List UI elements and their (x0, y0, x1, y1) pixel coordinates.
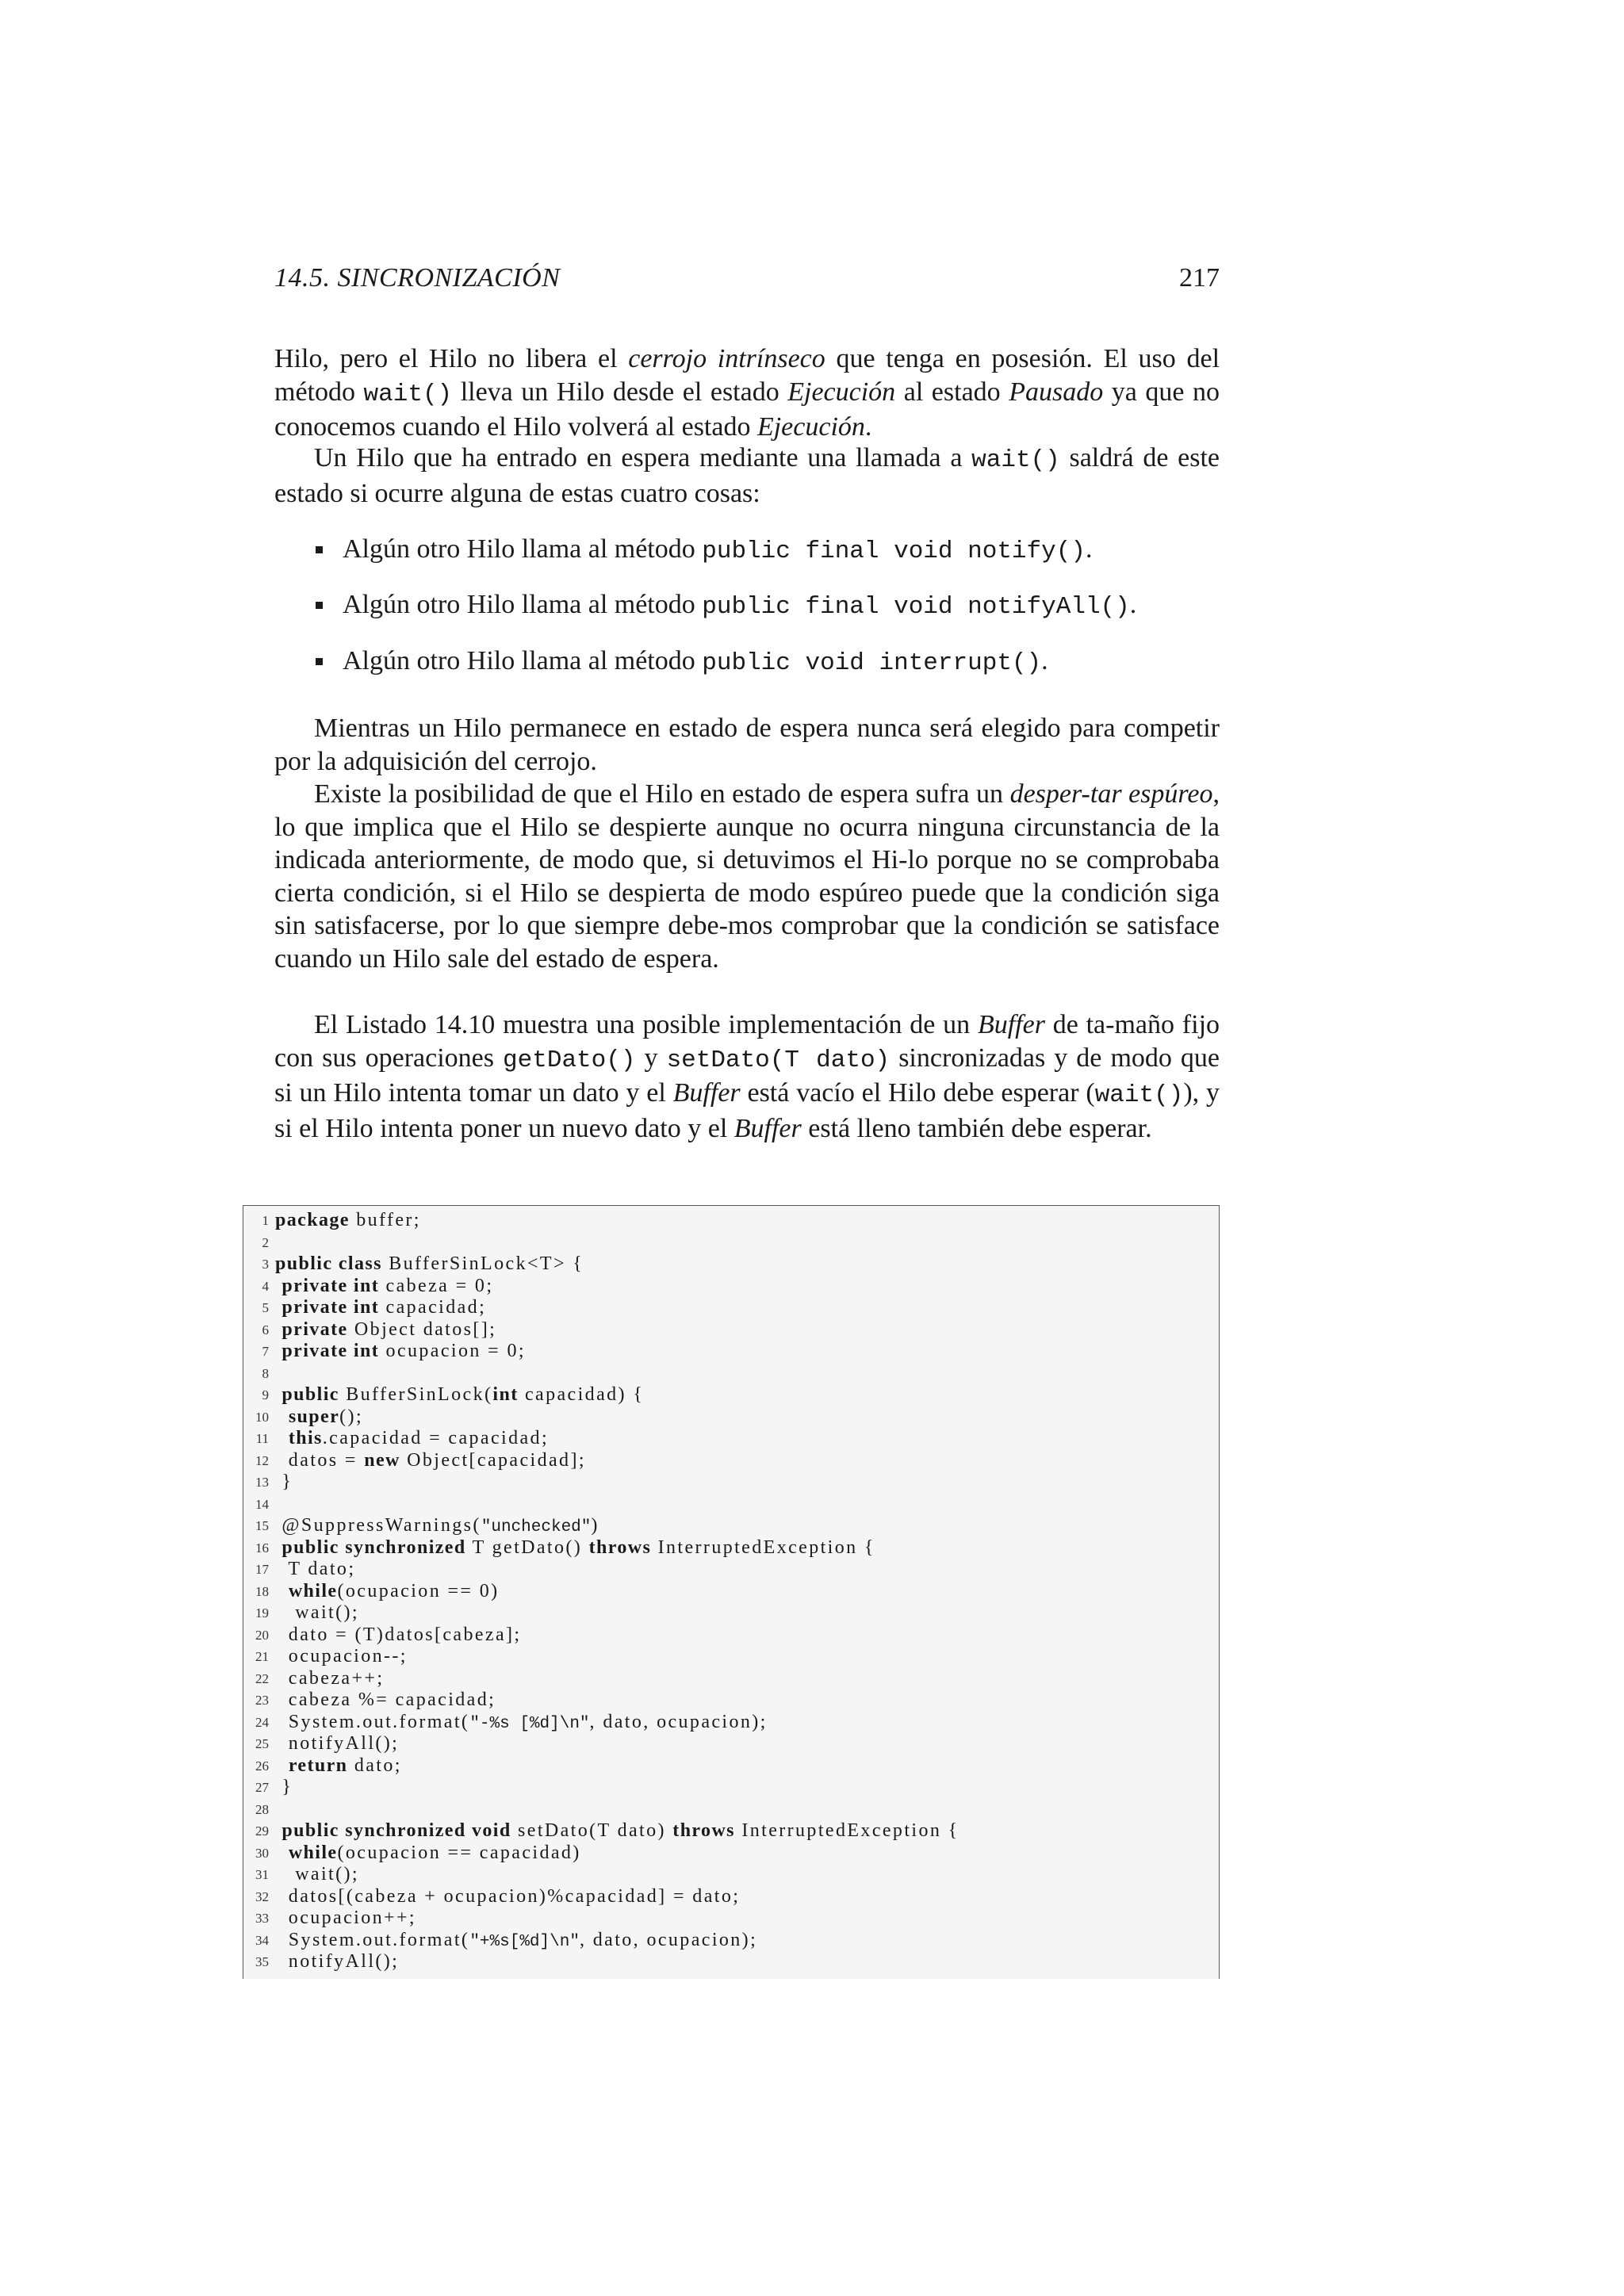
line-number: 32 (255, 1888, 269, 1904)
inline-code: wait() (363, 380, 453, 408)
code-token: InterruptedException { (734, 1820, 959, 1841)
code-token (275, 1406, 289, 1427)
line-number: 14 (255, 1496, 269, 1512)
keyword: this (288, 1428, 323, 1448)
code-line (243, 1777, 1219, 1799)
code-line (243, 1406, 1219, 1429)
bullet-square-icon (316, 658, 323, 665)
code-line (243, 1581, 1219, 1603)
line-number: 28 (255, 1801, 269, 1817)
code-token: cabeza = 0; (379, 1275, 494, 1296)
text-run: está lleno también debe esperar. (801, 1113, 1152, 1143)
text-run: Existe la posibilidad de que el Hilo en estado de espera sufra un (314, 779, 1010, 809)
line-number: 1 (262, 1213, 269, 1228)
text-run: Mientras un Hilo permanece en estado de espera nunca será elegido para competir por la adquisición del cerrojo. (274, 714, 1220, 776)
inline-code: wait() (971, 446, 1060, 474)
text-run: al estado (895, 377, 1009, 407)
inline-code: public void interrupt() (702, 649, 1042, 677)
code-listing (243, 1205, 1220, 1979)
code-line (243, 1712, 1219, 1734)
line-number: 11 (255, 1431, 269, 1446)
text-run: , lo que implica que el Hilo se despierte aunque no ocurra ninguna circunstancia de la indicada anteriormente, de modo que, si detuvimos el Hi-lo porque no se comprobaba cierta condición, si el Hilo se despierta de modo espúreo puede que la condición siga sin satisfacerse, por lo que siempre debe-mos comprobar que la condición se satisface cuando un Hilo sale del estado de espera. (274, 779, 1220, 974)
string-literal: "unchecked" (481, 1518, 592, 1536)
text-run: que tenga en posesión. El uso del método (274, 344, 1220, 407)
code-line (243, 1428, 1219, 1450)
code-text (275, 1624, 521, 1647)
code-text (275, 1668, 384, 1690)
line-number: 20 (255, 1627, 269, 1643)
code-token: (ocupacion == 0) (337, 1580, 500, 1601)
code-token: datos = (275, 1449, 365, 1471)
keyword: public (282, 1384, 339, 1405)
code-line (243, 1843, 1219, 1865)
code-line (243, 1450, 1219, 1472)
inline-code: public final void notify() (702, 538, 1086, 565)
code-token: } (275, 1471, 293, 1492)
code-text (275, 1297, 486, 1319)
section-title: 14.5. SINCRONIZACIÓN (274, 263, 561, 293)
code-token: ) (591, 1515, 599, 1536)
keyword: while (288, 1580, 338, 1601)
code-line (243, 1689, 1219, 1712)
code-text (275, 1559, 355, 1581)
code-text (275, 1733, 399, 1755)
code-token: T getDato() (465, 1536, 589, 1558)
keyword: new (364, 1449, 400, 1471)
code-text (275, 1428, 549, 1450)
code-token: ocupacion--; (275, 1646, 408, 1667)
code-token: InterruptedException { (651, 1536, 875, 1558)
code-line (243, 1494, 1219, 1516)
page-number: 217 (1179, 263, 1220, 293)
text-run: saldrá de este estado si ocurre alguna de estas cuatro cosas: (274, 443, 1220, 508)
code-text (275, 1581, 500, 1603)
line-number: 24 (255, 1714, 269, 1730)
keyword: public synchronized void (282, 1820, 511, 1841)
text-run: Algún otro Hilo llama al método (343, 534, 703, 564)
code-line (243, 1668, 1219, 1690)
code-line (243, 1951, 1219, 1973)
code-token (275, 1428, 289, 1448)
code-line (243, 1297, 1219, 1319)
line-number: 27 (255, 1780, 269, 1795)
code-token: cabeza++; (275, 1667, 385, 1689)
code-token (275, 1581, 289, 1601)
line-number: 29 (255, 1823, 269, 1839)
keyword: private int (282, 1341, 380, 1361)
bullet-square-icon (316, 602, 323, 609)
code-text (275, 1820, 959, 1843)
bullet-item (274, 533, 1220, 566)
code-text (275, 1471, 293, 1494)
keyword: throws (588, 1536, 652, 1558)
keyword: public synchronized (282, 1536, 466, 1558)
code-line (243, 1363, 1219, 1385)
string-literal: "-%s [%d]\n" (469, 1714, 590, 1733)
code-text (275, 1253, 584, 1276)
line-number: 33 (255, 1911, 269, 1926)
emphasis-text: Buffer (733, 1113, 802, 1143)
code-token: BufferSinLock<T> { (381, 1253, 584, 1274)
code-line (243, 1384, 1219, 1406)
code-line (243, 1276, 1219, 1298)
code-line (243, 1341, 1219, 1363)
text-run: ya que no conocemos cuando el Hilo volverá al estado (274, 377, 1220, 442)
text-run: ), y si el Hilo intenta poner un nuevo dato y el (274, 1078, 1220, 1143)
line-number: 13 (255, 1475, 269, 1490)
text-run: Hilo, pero el Hilo no libera el (274, 344, 629, 373)
code-text (275, 1712, 768, 1735)
line-number: 19 (255, 1605, 269, 1621)
keyword: private int (282, 1275, 380, 1296)
line-number: 35 (255, 1954, 269, 1969)
code-line (243, 1515, 1219, 1537)
inline-code: setDato(T dato) (666, 1046, 891, 1074)
paragraph-2 (274, 442, 1220, 510)
code-line (243, 1820, 1219, 1843)
line-number: 7 (262, 1344, 269, 1359)
code-token: dato; (347, 1755, 402, 1776)
line-number: 17 (255, 1562, 269, 1577)
keyword: private (282, 1318, 348, 1340)
code-line (243, 1624, 1219, 1647)
code-text (275, 1450, 586, 1472)
code-token: datos[(cabeza + ocupacion)%capacidad] = dato; (275, 1885, 741, 1907)
line-number: 26 (255, 1758, 269, 1774)
emphasis-text: cerrojo intrínseco (628, 344, 825, 373)
code-token: (); (339, 1406, 364, 1427)
line-number: 31 (255, 1867, 269, 1882)
line-number: 12 (255, 1452, 269, 1468)
code-text (275, 1843, 581, 1865)
code-text (275, 1777, 293, 1799)
text-run: está vacío el Hilo debe esperar ( (740, 1078, 1095, 1108)
paragraph-5 (274, 1008, 1220, 1145)
keyword: package (275, 1210, 350, 1230)
code-line (243, 1755, 1219, 1777)
code-text (275, 1951, 399, 1973)
code-text (275, 1515, 599, 1539)
code-text (275, 1930, 757, 1954)
code-token (275, 1755, 289, 1776)
inline-code: public final void notifyAll() (702, 593, 1130, 622)
text-run: Algún otro Hilo llama al método (343, 590, 703, 620)
code-text (275, 1537, 875, 1559)
code-token: notifyAll(); (275, 1951, 400, 1972)
code-token: (ocupacion == capacidad) (337, 1842, 581, 1863)
code-line (243, 1864, 1219, 1886)
code-line (243, 1319, 1219, 1341)
code-line (243, 1602, 1219, 1624)
code-token: capacidad; (379, 1297, 487, 1318)
text-run: . (1085, 534, 1093, 564)
code-line (243, 1537, 1219, 1559)
code-token: ocupacion = 0; (379, 1341, 526, 1361)
inline-code: getDato() (503, 1046, 636, 1074)
paragraph-4 (274, 778, 1220, 976)
code-text (275, 1276, 493, 1298)
text-run: sincronizadas y de modo que si un Hilo intenta tomar un dato y el (274, 1043, 1220, 1108)
text-run: . (1129, 590, 1137, 620)
code-token: ocupacion++; (275, 1908, 416, 1928)
code-token: setDato(T dato) (511, 1820, 673, 1841)
line-number: 23 (255, 1693, 269, 1708)
emphasis-text: Pausado (1009, 377, 1104, 407)
code-line (243, 1930, 1219, 1952)
line-number: 9 (262, 1387, 269, 1402)
line-number: 16 (255, 1540, 269, 1556)
code-text (275, 1341, 526, 1363)
code-text (275, 1319, 496, 1341)
emphasis-text: Ejecución (756, 412, 865, 442)
code-line (243, 1253, 1219, 1276)
code-token: dato = (T)datos[cabeza]; (275, 1624, 522, 1645)
code-text (275, 1602, 359, 1624)
text-run: Un Hilo que ha entrado en espera mediante una llamada a (314, 443, 972, 473)
bullet-square-icon (316, 546, 323, 553)
line-number: 18 (255, 1583, 269, 1599)
keyword: while (288, 1842, 338, 1863)
code-token: capacidad) { (518, 1384, 645, 1405)
string-literal: "+%s[%d]\n" (469, 1932, 580, 1951)
code-text (275, 1908, 416, 1930)
code-token: @SuppressWarnings( (275, 1515, 481, 1536)
emphasis-text: Buffer (672, 1078, 741, 1108)
code-token: cabeza %= capacidad; (275, 1689, 496, 1710)
line-number: 21 (255, 1649, 269, 1664)
keyword: int (492, 1384, 519, 1405)
keyword: super (288, 1406, 340, 1427)
code-text (275, 1646, 408, 1668)
emphasis-text: Buffer (977, 1010, 1045, 1039)
paragraph-3 (274, 712, 1220, 778)
code-text (275, 1886, 740, 1908)
code-token: } (275, 1777, 293, 1797)
code-token: System.out.format( (275, 1929, 470, 1950)
code-token: notifyAll(); (275, 1733, 400, 1754)
text-run: de ta-maño fijo con sus operaciones (274, 1010, 1220, 1073)
code-line (243, 1908, 1219, 1930)
emphasis-text: Ejecución (787, 377, 896, 407)
code-token: BufferSinLock( (339, 1384, 493, 1405)
keyword: return (288, 1755, 348, 1776)
code-line (243, 1210, 1219, 1232)
code-text (275, 1864, 359, 1886)
code-text (275, 1755, 402, 1777)
keyword: public class (275, 1253, 382, 1274)
text-run: Algún otro Hilo llama al método (343, 645, 703, 675)
line-number: 34 (255, 1932, 269, 1948)
text-run: . (1041, 645, 1048, 675)
text-run: y (635, 1043, 667, 1073)
code-line (243, 1232, 1219, 1254)
bullet-item (274, 645, 1220, 678)
line-number: 5 (262, 1300, 269, 1315)
code-text (275, 1406, 363, 1429)
line-number: 6 (262, 1322, 269, 1337)
code-token: , dato, ocupacion); (589, 1711, 768, 1732)
code-line (243, 1733, 1219, 1755)
code-token: .capacidad = capacidad; (322, 1428, 550, 1448)
line-number: 3 (262, 1257, 269, 1272)
line-number: 2 (262, 1234, 269, 1250)
running-header (274, 263, 1220, 300)
emphasis-text: desper-tar espúreo (1009, 779, 1213, 809)
code-token: wait(); (275, 1602, 359, 1623)
code-token: T dato; (275, 1559, 356, 1579)
code-token: buffer; (349, 1210, 421, 1230)
code-line (243, 1886, 1219, 1908)
code-token: System.out.format( (275, 1711, 470, 1732)
line-number: 22 (255, 1670, 269, 1686)
inline-code: wait() (1094, 1081, 1184, 1110)
line-number: 4 (262, 1278, 269, 1294)
code-line (243, 1559, 1219, 1581)
line-number: 8 (262, 1365, 269, 1381)
line-number: 15 (255, 1518, 269, 1533)
code-line (243, 1799, 1219, 1821)
code-token: Object datos[]; (347, 1318, 497, 1340)
code-text (275, 1689, 496, 1712)
keyword: throws (672, 1820, 735, 1841)
code-token: wait(); (275, 1864, 359, 1885)
line-number: 30 (255, 1845, 269, 1861)
code-token: Object[capacidad]; (400, 1449, 586, 1471)
text-run: . (864, 412, 872, 442)
code-token (275, 1843, 289, 1863)
code-line (243, 1646, 1219, 1668)
keyword: private int (282, 1297, 380, 1318)
text-run: El Listado 14.10 muestra una posible implementación de un (314, 1010, 978, 1039)
line-number: 10 (255, 1409, 269, 1425)
bullet-list (274, 533, 1220, 700)
paragraph-1 (274, 342, 1220, 444)
code-text (275, 1210, 421, 1232)
line-number: 25 (255, 1736, 269, 1751)
code-line (243, 1471, 1219, 1494)
bullet-item (274, 588, 1220, 622)
text-run: lleva un Hilo desde el estado (452, 377, 788, 407)
code-token: , dato, ocupacion); (579, 1929, 758, 1950)
code-text (275, 1384, 644, 1406)
